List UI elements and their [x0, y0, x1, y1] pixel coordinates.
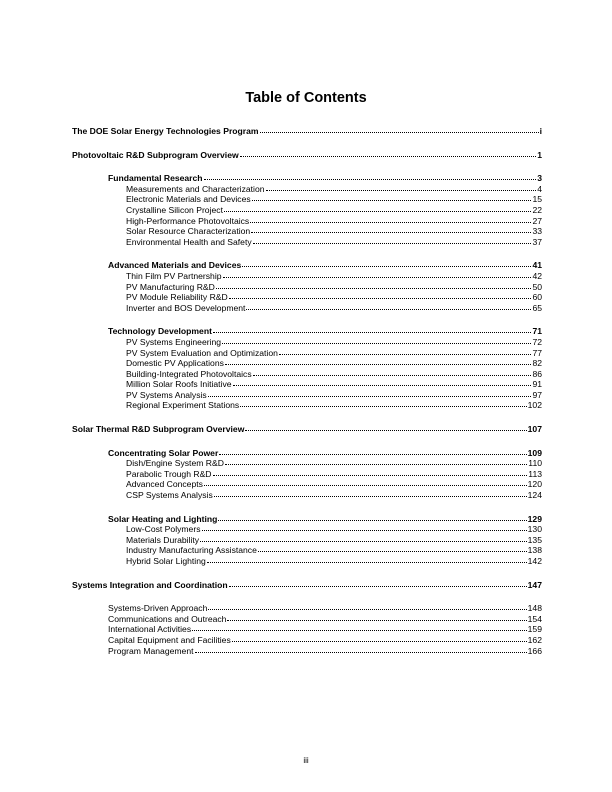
toc-entry-label: Regional Experiment Stations [126, 400, 240, 411]
toc-entry-label: Thin Film PV Partnership [126, 270, 222, 281]
toc-entry-page: 130 [527, 524, 542, 535]
toc-entry[interactable] [72, 400, 542, 411]
toc-entry-label: Building-Integrated Photovoltaics [126, 368, 252, 379]
toc-entry-page: 22 [532, 204, 542, 215]
toc-entry-page: 147 [527, 579, 542, 590]
toc-leader-dots [219, 447, 526, 455]
toc-leader-dots [253, 236, 532, 244]
toc-entry-label: Fundamental Research [108, 173, 203, 184]
toc-leader-dots [213, 325, 532, 333]
toc-leader-dots [195, 645, 527, 653]
toc-entry[interactable] [72, 303, 542, 314]
toc-entry-page: 72 [532, 336, 542, 347]
toc-entry[interactable] [72, 237, 542, 248]
table-of-contents [72, 126, 542, 656]
toc-entry-label: Low-Cost Polymers [126, 524, 201, 535]
toc-entry-label: Systems Integration and Coordination [72, 579, 228, 590]
toc-entry-page: 113 [528, 468, 542, 479]
toc-entry-label: Solar Resource Characterization [126, 226, 251, 237]
toc-entry-label: Capital Equipment and Facilities [108, 634, 231, 645]
toc-entry-page: 77 [532, 347, 542, 358]
toc-leader-dots [225, 357, 532, 365]
toc-entry-page: 86 [532, 368, 542, 379]
toc-leader-dots [204, 172, 537, 180]
toc-entry-page: 135 [527, 534, 542, 545]
toc-entry-label: PV Systems Analysis [126, 389, 207, 400]
toc-leader-dots [266, 183, 537, 191]
toc-entry-page: 166 [527, 645, 542, 656]
toc-entry-page: 142 [527, 556, 542, 566]
toc-entry-label: Technology Development [108, 326, 212, 337]
toc-entry-label: Inverter and BOS Development [126, 302, 246, 313]
toc-entry-label: Electronic Materials and Devices [126, 194, 251, 205]
toc-entry-page: 50 [532, 281, 542, 292]
toc-entry-page: 60 [532, 292, 542, 303]
toc-entry-page: 102 [527, 400, 542, 411]
toc-entry[interactable] [72, 580, 542, 591]
toc-leader-dots [224, 204, 531, 212]
toc-entry[interactable] [72, 490, 542, 501]
toc-entry-page: 159 [527, 624, 542, 635]
toc-leader-dots [216, 281, 532, 289]
toc-entry-label: Systems-Driven Approach [108, 603, 208, 614]
toc-leader-dots [204, 478, 527, 486]
page-title: Table of Contents [245, 90, 367, 106]
toc-entry-label: Photovoltaic R&D Subprogram Overview [72, 149, 239, 160]
toc-leader-dots [202, 523, 527, 531]
toc-entry-label: Advanced Materials and Devices [108, 260, 242, 271]
toc-leader-dots [218, 513, 526, 521]
toc-entry-page: 109 [527, 447, 542, 458]
toc-entry-label: Industry Manufacturing Assistance [126, 545, 257, 556]
toc-entry-page: 97 [532, 389, 542, 400]
toc-entry-label: Advanced Concepts [126, 479, 203, 490]
toc-entry-page: 41 [532, 260, 542, 271]
toc-entry[interactable] [72, 150, 542, 161]
toc-entry-label: Crystalline Silicon Project [126, 204, 223, 215]
toc-leader-dots [227, 613, 526, 621]
toc-entry-page: 1 [537, 149, 542, 160]
toc-leader-dots [250, 215, 531, 223]
toc-leader-dots [225, 457, 527, 465]
toc-entry-page: 42 [532, 270, 542, 281]
toc-entry-page: 33 [532, 226, 542, 237]
toc-leader-dots [223, 270, 532, 278]
toc-entry[interactable] [72, 646, 542, 657]
toc-leader-dots [240, 399, 526, 407]
toc-leader-dots [208, 389, 532, 397]
toc-entry-page: 138 [527, 545, 542, 556]
toc-entry-label: Materials Durability [126, 534, 200, 545]
toc-entry-label: Environmental Health and Safety [126, 236, 252, 247]
toc-entry-label: Hybrid Solar Lighting [126, 556, 206, 566]
toc-leader-dots [245, 423, 526, 431]
toc-entry-label: Million Solar Roofs Initiative [126, 379, 232, 390]
toc-entry-label: Domestic PV Applications [126, 358, 224, 369]
toc-entry-page: 27 [532, 215, 542, 226]
toc-entry-label: Parabolic Trough R&D [126, 468, 212, 479]
toc-entry-page: 65 [532, 302, 542, 313]
toc-leader-dots [213, 468, 528, 476]
toc-leader-dots [207, 555, 527, 563]
toc-entry-page: 37 [532, 236, 542, 247]
toc-entry-label: Solar Heating and Lighting [108, 513, 218, 524]
toc-entry-page: 82 [532, 358, 542, 369]
toc-entry-label: PV Module Reliability R&D [126, 292, 228, 303]
toc-entry-label: CSP Systems Analysis [126, 490, 213, 501]
toc-entry-label: PV Manufacturing R&D [126, 281, 215, 292]
toc-entry-page: 91 [532, 379, 542, 390]
toc-entry-label: International Activities [108, 624, 192, 635]
toc-entry-page: 107 [527, 424, 542, 435]
toc-entry-page: 124 [527, 490, 542, 501]
toc-entry-label: Communications and Outreach [108, 613, 227, 624]
toc-leader-dots [222, 336, 531, 344]
toc-entry[interactable] [72, 126, 542, 137]
toc-leader-dots [260, 125, 539, 133]
toc-leader-dots [200, 534, 527, 542]
toc-leader-dots [252, 193, 532, 201]
toc-leader-dots [214, 489, 527, 497]
toc-leader-dots [229, 291, 532, 299]
toc-entry-label: High-Performance Photovoltaics [126, 215, 250, 226]
toc-entry-label: Concentrating Solar Power [108, 447, 219, 458]
toc-leader-dots [246, 302, 531, 310]
toc-entry-page: 110 [528, 458, 542, 469]
toc-entry-label: Solar Thermal R&D Subprogram Overview [72, 424, 245, 435]
toc-leader-dots [208, 602, 526, 610]
toc-entry-page: 162 [527, 634, 542, 645]
toc-entry-label: PV System Evaluation and Optimization [126, 347, 278, 358]
toc-leader-dots [258, 544, 527, 552]
toc-leader-dots [240, 149, 537, 157]
toc-entry-page: 4 [537, 183, 542, 194]
toc-entry-label: Measurements and Characterization [126, 183, 265, 194]
toc-leader-dots [192, 623, 527, 631]
toc-entry-page: i [539, 126, 542, 136]
toc-entry-label: The DOE Solar Energy Technologies Program [72, 126, 259, 136]
toc-entry-page: 71 [532, 326, 542, 337]
toc-leader-dots [229, 579, 527, 587]
toc-entry[interactable] [72, 424, 542, 435]
toc-leader-dots [253, 368, 532, 376]
toc-entry-page: 120 [527, 479, 542, 490]
toc-entry[interactable] [72, 556, 542, 567]
toc-leader-dots [233, 378, 532, 386]
toc-entry-page: 148 [527, 603, 542, 614]
toc-entry-page: 129 [527, 513, 542, 524]
toc-leader-dots [279, 347, 532, 355]
toc-entry-page: 154 [527, 613, 542, 624]
toc-entry-label: Program Management [108, 645, 194, 656]
toc-entry-page: 3 [537, 173, 542, 184]
toc-entry-page: 15 [532, 194, 542, 205]
toc-leader-dots [232, 634, 527, 642]
toc-entry-label: Dish/Engine System R&D [126, 458, 224, 469]
page-number: iii [303, 756, 309, 765]
toc-entry-label: PV Systems Engineering [126, 336, 222, 347]
toc-leader-dots [242, 259, 531, 267]
toc-leader-dots [251, 225, 531, 233]
